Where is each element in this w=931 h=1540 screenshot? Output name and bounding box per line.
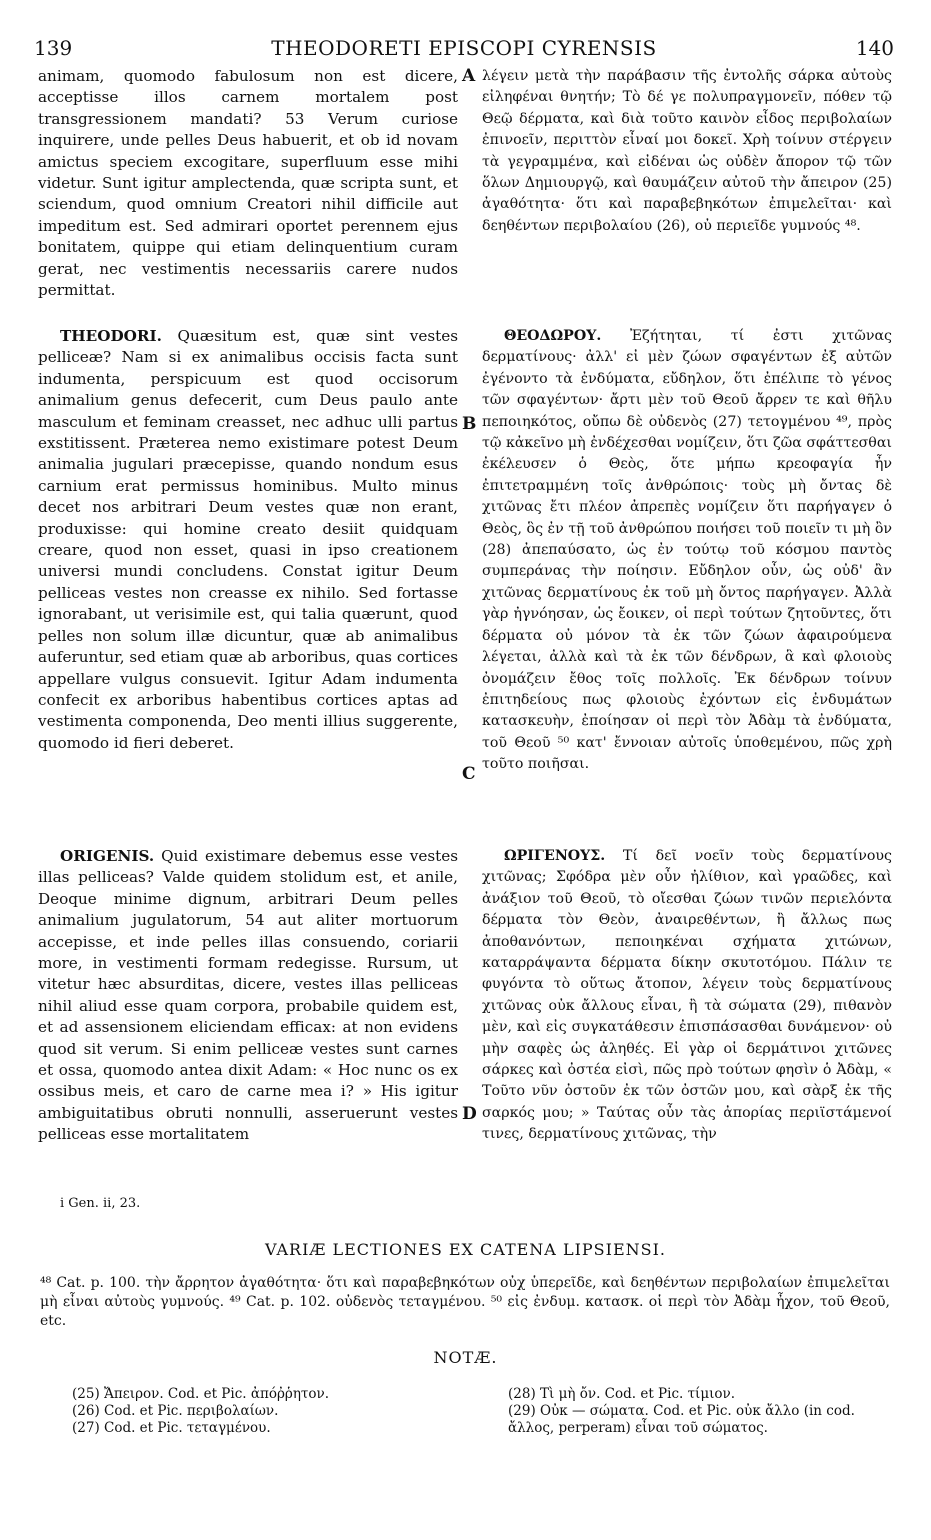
latin-paragraph-1	[38, 66, 458, 301]
greek-body-3: Τί δεῖ νοεῖν τοὺς δερματίνους χιτῶνας; Σφόδρα μὲν οὖν ἠλίθιον, καὶ γραῶδες, καὶ ἀνάξιον τοῦ Θεοῦ, τὸ οἴεσθαι ζώων τινῶν περιελόντα δέρματα τὸν Θεὸν, ἀναιρεθέντων, ἢ ἄλλως πως ἀποθανόντων, πεποιηκέναι σχήματα χιτώνων, καταρράψαντα δέρματα δίκην σκυτοτόμου. Πάλιν τε φυγόντα τὸ οὕτως ἄτοπον, λέγειν τοὺς δερματίνους χιτῶνας οὐκ ἄλλους εἶναι, ἢ τὰ σώματα (29), πιθανὸν μὲν, καὶ εἰς συγκατάθεσιν ἐπισπάσασθαι δυνάμενον· οὐ μὴν σαφὲς ὡς ἀληθές. Εἰ γὰρ οἱ δερμάτινοι χιτῶνες σάρκες καὶ ὀστέα εἰσὶ, πῶς πρὸ τούτων φησὶν ὁ Ἀδὰμ, « Τοῦτο νῦν ὀστοῦν ἐκ τῶν ὀστῶν μου, καὶ σὰρξ ἐκ τῆς σαρκός μου; » Ταύτας οὖν τὰς ἀπορίας περιϊστάμενοί τινες, δερματίνους χιτῶνας, τὴν	[482, 848, 892, 1143]
latin-lead-theodori: THEODORI.	[60, 327, 162, 345]
note-27: (27) Cod. et Pic. τεταγμένου.	[72, 1420, 271, 1436]
greek-lead-theodorou: ΘΕΟΔΩΡΟΥ.	[504, 328, 602, 344]
variae-lectiones-text: ⁴⁸ Cat. p. 100. τὴν ἄρρητον ἀγαθότητα· ὅτι καὶ παραβεβηκότων οὐχ ὑπερεῖδε, καὶ δεηθέντων περιβολαίων ἐπιμελεῖται μὴ εἶναι αὐτοὺς γυμνούς. ⁴⁹ Cat. p. 102. οὐδενὸς τεταγμένου. ⁵⁰ εἰς ἐνδυμ. κατασκ. οἱ περὶ τὸν Ἀδὰμ ἦχον, τοῦ Θεοῦ, etc.	[40, 1275, 890, 1329]
margin-marker-a: A	[462, 66, 476, 86]
margin-marker-b: B	[462, 414, 477, 434]
note-28: (28) Τὶ μὴ ὄν. Cod. et Pic. τίμιον.	[508, 1386, 736, 1402]
greek-paragraph-2	[482, 326, 892, 776]
note-29: (29) Οὐκ — σώματα. Cod. et Pic. οὐκ ἄλλο (in cod. ἄλλος, perperam) εἶναι τοῦ σώματος.	[508, 1403, 855, 1436]
notes-left-column	[72, 1386, 452, 1437]
greek-paragraph-3	[482, 846, 892, 1146]
page-number-left: 139	[34, 36, 73, 60]
latin-lead-origenis: ORIGENIS.	[60, 847, 155, 865]
greek-text-1: λέγειν μετὰ τὴν παράβασιν τῆς ἐντολῆς σάρκα αὐτοὺς εἰληφέναι θνητήν; Τὸ δέ γε πολυπραγμονεῖν, πόθεν τῷ Θεῷ δέρματα, καὶ διὰ τοῦτο καινὸν εἶδος περιβολαίων ἐπινοεῖν, περιττὸν εἶναί μοι δοκεῖ. Χρὴ τοίνυν στέργειν τὰ γεγραμμένα, καὶ εἰδέναι ὡς οὐδὲν ἄπορον τῷ τῶν ὅλων Δημιουργῷ, καὶ θαυμάζειν αὐτοῦ τὴν ἄπειρον (25) ἀγαθότητα· ὅτι καὶ παραβεβηκότων ἐπιμελεῖται· καὶ δεηθέντων περιβολαίου (26), οὐ περιεῖδε γυμνούς ⁴⁸.	[482, 68, 892, 234]
latin-text-1: animam, quomodo fabulosum non est dicere, acceptisse illos carnem mortalem post transgressionem mandati? 53 Verum curiose inquirere, unde pelles Deus habuerit, et ob id novam amictus speciem excogitare, superfluum esse mihi videtur. Sunt igitur amplectenda, quæ scripta sunt, et sciendum, quod omnium Creatori nihil difficile aut impeditum est. Sed admirari oportet perennem ejus bonitatem, quippe qui etiam delinquentium curam gerat, nec vestimentis necessariis carere nudos permittat.	[38, 67, 458, 300]
scripture-footnote: i Gen. ii, 23.	[60, 1196, 141, 1211]
margin-marker-d: D	[462, 1104, 477, 1124]
greek-text-2	[482, 326, 892, 776]
page-header	[34, 36, 894, 66]
variae-lectiones-title: VARIÆ LECTIONES EX CATENA LIPSIENSI.	[265, 1240, 666, 1259]
latin-text-3	[38, 846, 458, 1146]
latin-text-2	[38, 326, 458, 754]
latin-body-2: Quæsitum est, quæ sint vestes pelliceæ? Nam si ex animalibus occisis facta sunt indumenta, perspicuum est quod occisorum animalium genus defecerit, cum Deus paulo ante masculum et feminam creasset, nec adhuc ulli partus exstitissent. Præterea nemo existimare potest Deum animalia jugulari præcepisse, quando nondum esus carnium erat permissus hominibus. Multo minus decet nos arbitrari Deum vestes quæ non erant, produxisse: qui homine creato desiit quidquam creare, quod non esset, quasi in ipso creationem universi mundi concludens. Constat igitur Deum pelliceas vestes non creasse ex nihilo. Sed fortasse ignorabant, ut verisimile est, qui talia quærunt, quod pelles non solum illæ dicuntur, quæ ab animalibus auferuntur, sed etiam quæ ab arboribus, quas cortices appellare vulgus consuevit. Igitur Adam indumenta confecit ex arboribus habentibus cortices aptas ad vestimenta componenda, Deo menti illius suggerente, quomodo id fieri deberet.	[38, 327, 458, 752]
latin-paragraph-2	[38, 326, 458, 754]
greek-lead-origenous: ΩΡΙΓΕΝΟΥΣ.	[504, 848, 606, 864]
greek-paragraph-1	[482, 66, 892, 237]
latin-paragraph-3	[38, 846, 458, 1146]
notae-title: NOTÆ.	[433, 1348, 498, 1367]
note-26: (26) Cod. et Pic. περιβολαίων.	[72, 1403, 279, 1419]
latin-body-3: Quid existimare debemus esse vestes illas pelliceas? Valde quidem stolidum est, et anile, Deoque minime dignum, arbitrari Deum pelles animalium jugulatorum, 54 aut aliter mortuorum accepisse, et inde pelles illas consuendo, coriarii more, in vestimenti formam redegisse. Rursum, ut vitetur hæc absurditas, dicere, vestes illas pelliceas nihil aliud esse quam corpora, probabile quidem est, et ad assensionem eliciendam efficax: at non evidens quod sit verum. Si enim pelliceæ vestes sunt carnes et ossa, quomodo antea dixit Adam: « Hoc nunc os ex ossibus meis, et caro de carne mea i? » His igitur ambiguitatibus obruti nonnulli, asseruerunt vestes pelliceas esse mortalitatem	[38, 847, 458, 1144]
notes-right-column	[508, 1386, 898, 1437]
page-number-right: 140	[855, 36, 894, 60]
greek-text-3	[482, 846, 892, 1146]
running-title: THEODORETI EPISCOPI CYRENSIS	[271, 36, 657, 60]
margin-marker-c: C	[462, 764, 476, 784]
note-25: (25) Ἄπειρον. Cod. et Pic. ἀπόῤῥητον.	[72, 1386, 330, 1402]
greek-body-2: Ἐζήτηται, τί ἐστι χιτῶνας δερματίνους· ἀλλ' εἰ μὲν ζώων σφαγέντων ἐξ αὐτῶν ἐγένοντο τὰ ἐνδύματα, εὔδηλον, ὅτι ἐπέλιπε τὸ γένος τῶν σφαγέντων· ἄρτι μὲν τοῦ Θεοῦ ἄρρεν τε καὶ θῆλυ πεποιηκότος, οὔπω δὲ οὐδενὸς (27) τετογμένου ⁴⁹, πρὸς τῷ κἀκεῖνο μὴ ἐνδέχεσθαι νομίζειν, ὅτι ζῶα σφάττεσθαι ἐκέλευσεν ὁ Θεὸς, ὅτε μήπω κρεοφαγία ἦν ἐπιτετραμμένη τοῖς ἀνθρώποις· τοὺς μὴ ὄντας δὲ χιτῶνας ἔτι πλέον ἀπρεπὲς νομίζειν ὅτι παρήγαγεν ὁ Θεὸς, ὃς ἐν τῇ τοῦ ἀνθρώπου ποιήσει τοῦ ποιεῖν τι μὴ ὂν (28) ἀπεπαύσατο, ὡς ἐν τούτῳ τοῦ κόσμου παντὸς συμπεράνας τὴν ποίησιν. Εὔδηλον οὖν, ὡς οὐδ' ἂν χιτῶνας δερματίνους ἐκ τοῦ μὴ ὄντος παρήγαγεν. Ἀλλὰ γὰρ ἠγνόησαν, ὡς ἔοικεν, οἱ περὶ τούτων ζητοῦντες, ὅτι δέρματα οὐ μόνον τὰ ἐκ τῶν ζώων ἀφαιρούμενα λέγεται, ἀλλὰ καὶ τὰ ἐκ τῶν δένδρων, ἃ καὶ φλοιοὺς ὀνομάζειν ἔθος τοῖς πολλοῖς. Ἐκ δένδρων τοίνυν ἐπιτηδείους πως φλοιοὺς ἐχόντων εἰς ἐνδυμάτων κατασκευὴν, ἐποίησαν οἱ περὶ τὸν Ἀδὰμ τὰ ἐνδύματα, τοῦ Θεοῦ ⁵⁰ κατ' ἔννοιαν αὐτοῖς ὑποθεμένου, πῶς χρὴ τοῦτο ποιῆσαι.	[482, 328, 892, 773]
